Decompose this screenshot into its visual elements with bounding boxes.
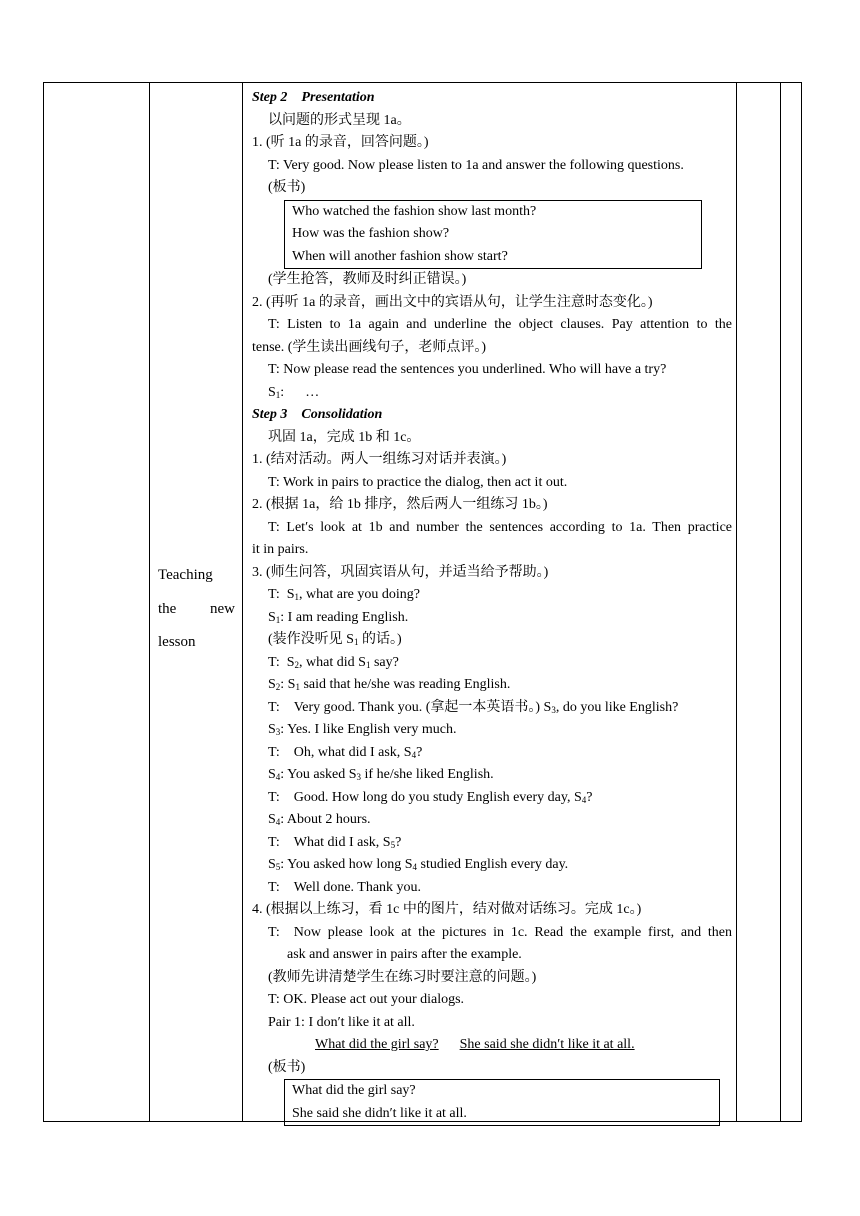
board-box-questions xyxy=(284,200,702,270)
lesson-content xyxy=(252,87,732,1126)
text-line: T: Let′s look at 1b and number the sentences according to 1a. Then practice xyxy=(268,519,732,535)
board-line: Who watched the fashion show last month? xyxy=(292,203,537,219)
dialog-line: $S_1$: … xyxy=(268,384,320,400)
board-box-example xyxy=(284,1079,720,1126)
text-line: (板书) xyxy=(268,180,306,195)
step3-heading: Step 3 Consolidation xyxy=(252,407,383,422)
text-line: T: Now please read the sentences you underlined. Who will have a try? xyxy=(268,362,667,377)
dialog-line: $S_3$: Yes. I like English very much. xyxy=(268,722,457,737)
dialog-line: $S_2$: $S_1$ said that he/she was reading English. xyxy=(268,677,511,692)
text-line: 2. (再听 1a 的录音，画出文中的宾语从句，让学生注意时态变化。) xyxy=(252,294,653,310)
text-line: tense. (学生读出画线句子，老师点评。) xyxy=(252,339,487,355)
board-line: How was the fashion show? xyxy=(292,226,450,241)
text-line: T: Listen to 1a again and underline the object clauses. Pay attention to the xyxy=(268,317,732,332)
step2-heading: Step 2 Presentation xyxy=(252,90,375,105)
text-line: 2. (根据 1a，给 1b 排序，然后两人一组练习 1b。) xyxy=(252,497,548,512)
dialog-line: T: $S_2$, what did $S_1$ say? xyxy=(268,654,399,670)
section-label: Teaching the new lesson xyxy=(158,567,235,650)
dialog-line: (装作没听见 $S_1$ 的话。) xyxy=(268,632,402,647)
text-line: 1. (结对活动。两人一组练习对话并表演。) xyxy=(252,452,507,467)
dialog-line: T: What did I ask, $S_5$? xyxy=(268,834,402,850)
text-line: 以问题的形式呈现 1a。 xyxy=(268,112,411,128)
text-line: Pair 1: I don′t like it at all. xyxy=(268,1014,415,1030)
column-divider xyxy=(736,83,737,1121)
text-line: T: OK. Please act out your dialogs. xyxy=(268,992,465,1007)
text-line: T: Now please look at the pictures in 1c. Read the example first, and then xyxy=(268,924,732,940)
lesson-table xyxy=(43,82,802,1122)
text-line: it in pairs. xyxy=(252,542,309,557)
example-line: What did the girl say? She said she didn′t like it at all. xyxy=(315,1037,635,1052)
text-line: 巩固 1a，完成 1b 和 1c。 xyxy=(268,429,421,445)
column-divider xyxy=(780,83,781,1121)
dialog-line: $S_4$: You asked $S_3$ if he/she liked English. xyxy=(268,767,494,782)
text-line: (教师先讲清楚学生在练习时要注意的问题。) xyxy=(268,969,537,985)
dialog-line: $S_4$: About 2 hours. xyxy=(268,812,371,827)
text-line: 4. (根据以上练习，看 1c 中的图片，结对做对话练习。完成 1c。) xyxy=(252,902,642,917)
dialog-line: T: Oh, what did I ask, $S_4$? xyxy=(268,744,423,760)
text-line: 3. (师生问答，巩固宾语从句，并适当给予帮助。) xyxy=(252,564,549,580)
dialog-line: T: Very good. Thank you. (拿起一本英语书。) $S_3$, do you like English? xyxy=(268,699,679,715)
board-line: What did the girl say? xyxy=(292,1083,416,1098)
board-line: When will another fashion show start? xyxy=(292,248,508,264)
text-line: (学生抢答，教师及时纠正错误。) xyxy=(268,272,467,287)
text-line: 1. (听 1a 的录音，回答问题。) xyxy=(252,135,429,150)
text-line: ask and answer in pairs after the example. xyxy=(287,947,522,962)
text-line: T: Very good. Now please listen to 1a and answer the following questions. xyxy=(268,157,684,173)
text-line: T: Work in pairs to practice the dialog, then act it out. xyxy=(268,474,568,490)
dialog-line: $S_1$: I am reading English. xyxy=(268,609,409,625)
dialog-line: T: Good. How long do you study English every day, $S_4$? xyxy=(268,789,593,805)
column-divider xyxy=(242,83,243,1121)
column-divider xyxy=(149,83,150,1121)
dialog-line: T: $S_1$, what are you doing? xyxy=(268,587,420,602)
dialog-line: T: Well done. Thank you. xyxy=(268,879,422,895)
board-line: She said she didn′t like it at all. xyxy=(292,1105,467,1121)
text-line: (板书) xyxy=(268,1059,306,1075)
dialog-line: $S_5$: You asked how long $S_4$ studied English every day. xyxy=(268,857,569,872)
